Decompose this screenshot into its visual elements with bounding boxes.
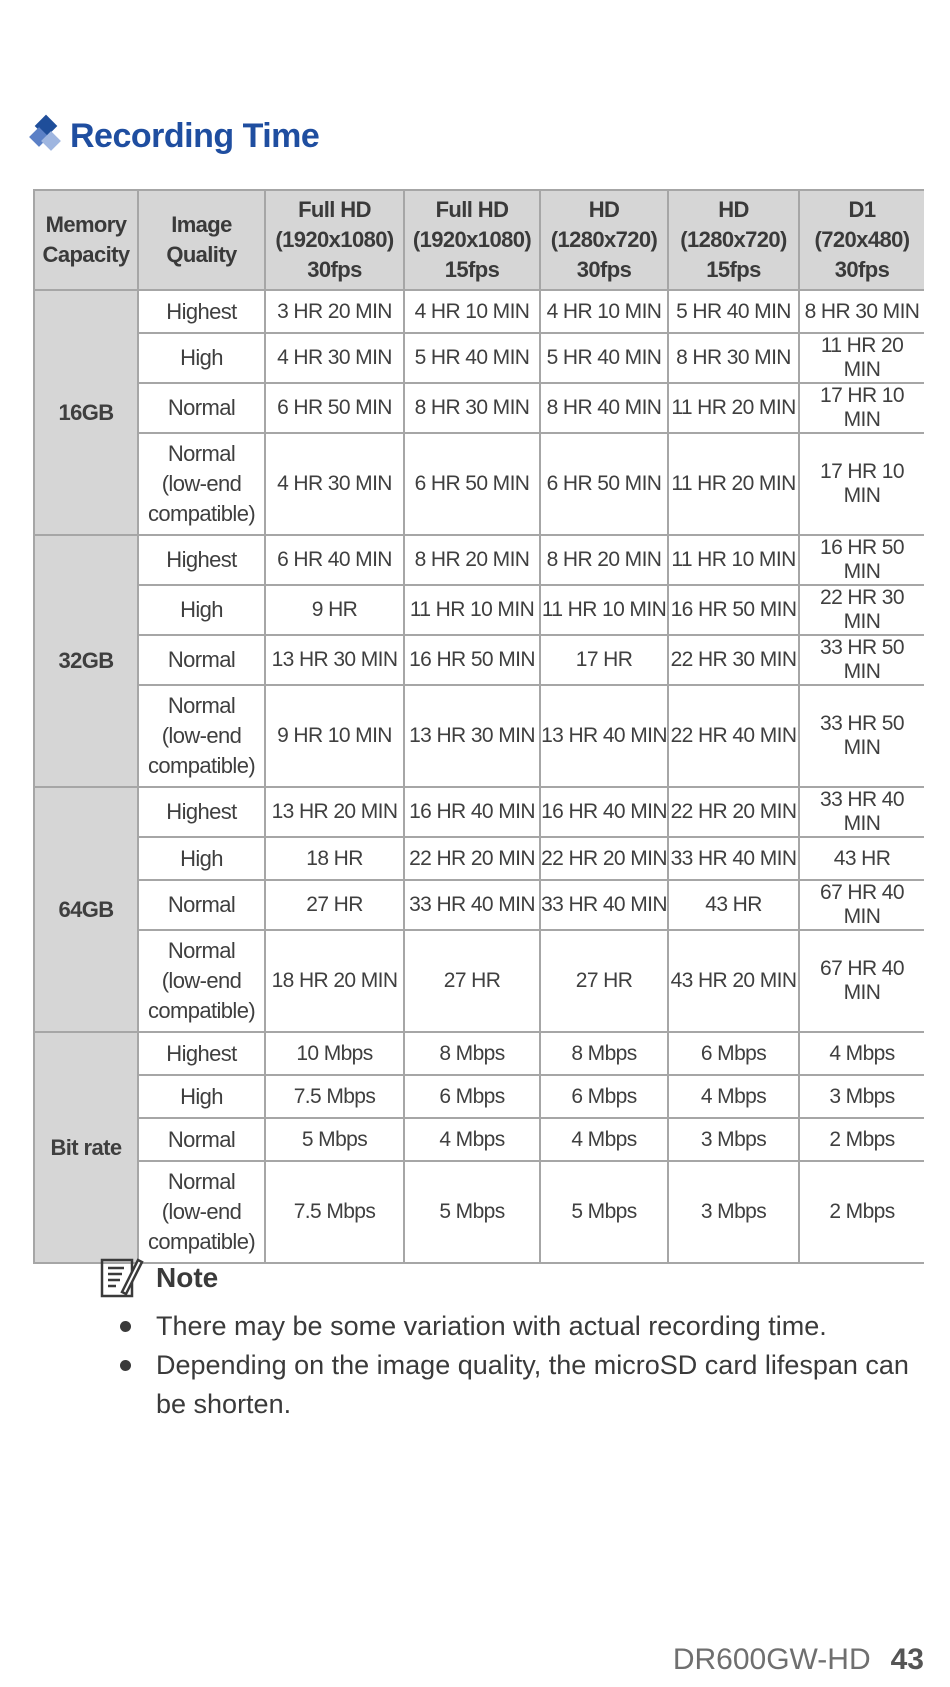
value-cell: 6 HR 50 MIN	[540, 433, 668, 535]
value-cell: 11 HR 10 MIN	[404, 585, 540, 635]
table-row	[34, 635, 924, 685]
quality-line: compatible)	[147, 998, 256, 1023]
quality-line: (low-end	[161, 471, 242, 496]
value-cell: 22 HR 40 MIN	[668, 685, 799, 787]
value-cell: 8 HR 40 MIN	[540, 383, 668, 433]
value-cell: 3 Mbps	[668, 1118, 799, 1161]
table-row	[34, 787, 924, 837]
value-cell: 11 HR 10 MIN	[540, 585, 668, 635]
column-header-line: (1920x1080)	[275, 227, 394, 252]
value-cell: 3 Mbps	[668, 1161, 799, 1263]
value-cell: 4 Mbps	[799, 1032, 924, 1075]
column-header-line: 30fps	[576, 257, 632, 282]
note-item	[100, 1346, 930, 1424]
capacity-cell: 32GB	[34, 535, 138, 787]
quality-cell	[138, 635, 265, 685]
value-cell: 22 HR 20 MIN	[668, 787, 799, 837]
column-header-line: D1	[848, 197, 876, 222]
value-cell: 16 HR 40 MIN	[404, 787, 540, 837]
column-header	[540, 190, 668, 290]
value-cell: 6 HR 40 MIN	[265, 535, 404, 585]
column-header	[668, 190, 799, 290]
quality-line: Normal	[167, 441, 236, 466]
value-cell: 4 Mbps	[540, 1118, 668, 1161]
quality-line: Normal	[167, 693, 236, 718]
note-text: Depending on the image quality, the microSD card lifespan can be shorten.	[156, 1350, 909, 1419]
quality-line: Normal	[167, 1169, 236, 1194]
quality-cell	[138, 880, 265, 930]
value-cell: 8 Mbps	[540, 1032, 668, 1075]
column-header-line: (720x480)	[814, 227, 910, 252]
quality-line: compatible)	[147, 1229, 256, 1254]
table-row	[34, 685, 924, 787]
column-header-line: Quality	[166, 242, 237, 267]
quality-line: High	[180, 845, 223, 871]
quality-line: Highest	[166, 298, 237, 324]
value-cell: 33 HR 40 MIN	[540, 880, 668, 930]
value-cell: 22 HR 30 MIN	[668, 635, 799, 685]
quality-cell	[138, 1118, 265, 1161]
value-cell: 22 HR 20 MIN	[540, 837, 668, 880]
column-header-line: 30fps	[307, 257, 362, 282]
column-header-line: (1280x720)	[680, 227, 787, 252]
value-cell: 67 HR 40 MIN	[799, 930, 924, 1032]
quality-line: Highest	[166, 1040, 237, 1066]
value-cell: 6 Mbps	[668, 1032, 799, 1075]
value-cell: 5 HR 40 MIN	[540, 333, 668, 383]
quality-cell	[138, 535, 265, 585]
value-cell: 11 HR 20 MIN	[668, 433, 799, 535]
value-cell: 43 HR	[799, 837, 924, 880]
table-row	[34, 535, 924, 585]
quality-cell	[138, 585, 265, 635]
table-row	[34, 1075, 924, 1118]
value-cell: 4 HR 30 MIN	[265, 333, 404, 383]
quality-cell	[138, 333, 265, 383]
quality-cell	[138, 930, 265, 1032]
quality-line: compatible)	[147, 501, 256, 526]
value-cell: 8 HR 30 MIN	[404, 383, 540, 433]
table-row	[34, 1161, 924, 1263]
quality-line: Normal	[167, 395, 236, 420]
value-cell: 6 Mbps	[404, 1075, 540, 1118]
value-cell: 13 HR 40 MIN	[540, 685, 668, 787]
value-cell: 8 Mbps	[404, 1032, 540, 1075]
value-cell: 5 Mbps	[404, 1161, 540, 1263]
table-row	[34, 930, 924, 1032]
value-cell: 13 HR 30 MIN	[404, 685, 540, 787]
quality-line: Normal	[167, 938, 236, 963]
value-cell: 18 HR 20 MIN	[265, 930, 404, 1032]
value-cell: 22 HR 20 MIN	[404, 837, 540, 880]
value-cell: 16 HR 50 MIN	[668, 585, 799, 635]
quality-cell	[138, 433, 265, 535]
value-cell: 6 HR 50 MIN	[265, 383, 404, 433]
bullet-icon	[120, 1360, 131, 1371]
value-cell: 5 HR 40 MIN	[668, 290, 799, 333]
column-header-line: Memory	[45, 212, 127, 237]
column-header	[265, 190, 404, 290]
note-list	[100, 1307, 930, 1424]
quality-line: compatible)	[147, 753, 256, 778]
column-header-line: HD	[718, 197, 749, 222]
value-cell: 5 Mbps	[540, 1161, 668, 1263]
column-header-line: (1920x1080)	[412, 227, 532, 252]
quality-cell	[138, 1161, 265, 1263]
quality-cell	[138, 837, 265, 880]
table-row	[34, 383, 924, 433]
value-cell: 33 HR 50 MIN	[799, 685, 924, 787]
value-cell: 17 HR 10 MIN	[799, 433, 924, 535]
value-cell: 33 HR 40 MIN	[668, 837, 799, 880]
value-cell: 5 Mbps	[265, 1118, 404, 1161]
quality-line: High	[180, 1083, 223, 1109]
column-header	[34, 190, 138, 290]
quality-cell	[138, 1032, 265, 1075]
value-cell: 10 Mbps	[265, 1032, 404, 1075]
quality-line: High	[180, 345, 223, 370]
value-cell: 4 HR 30 MIN	[265, 433, 404, 535]
value-cell: 3 Mbps	[799, 1075, 924, 1118]
value-cell: 17 HR 10 MIN	[799, 383, 924, 433]
quality-line: (low-end	[161, 1199, 242, 1224]
value-cell: 33 HR 40 MIN	[799, 787, 924, 837]
quality-line: Normal	[167, 1126, 236, 1152]
note-title: Note	[156, 1262, 219, 1293]
table-row	[34, 585, 924, 635]
note-text: There may be some variation with actual recording time.	[156, 1311, 827, 1341]
value-cell: 18 HR	[265, 837, 404, 880]
value-cell: 5 HR 40 MIN	[404, 333, 540, 383]
column-header	[799, 190, 924, 290]
header-row	[34, 190, 924, 290]
column-header-line: Image	[171, 212, 232, 237]
column-header	[404, 190, 540, 290]
page-footer	[673, 1643, 924, 1677]
column-header-line: 30fps	[834, 257, 890, 282]
column-header-line: Full HD	[298, 197, 371, 222]
note-section	[100, 1255, 930, 1424]
quality-line: Normal	[167, 647, 236, 672]
section-title-text: Recording Time	[70, 116, 320, 155]
table-row	[34, 837, 924, 880]
value-cell: 4 HR 10 MIN	[404, 290, 540, 333]
value-cell: 22 HR 30 MIN	[799, 585, 924, 635]
value-cell: 67 HR 40 MIN	[799, 880, 924, 930]
section-title	[32, 116, 319, 156]
value-cell: 33 HR 40 MIN	[404, 880, 540, 930]
value-cell: 27 HR	[265, 880, 404, 930]
value-cell: 43 HR	[668, 880, 799, 930]
table-row	[34, 333, 924, 383]
quality-line: (low-end	[161, 723, 242, 748]
value-cell: 13 HR 20 MIN	[265, 787, 404, 837]
capacity-cell: Bit rate	[34, 1032, 138, 1263]
quality-cell	[138, 787, 265, 837]
value-cell: 11 HR 20 MIN	[668, 383, 799, 433]
value-cell: 4 HR 10 MIN	[540, 290, 668, 333]
value-cell: 11 HR 20 MIN	[799, 333, 924, 383]
quality-cell	[138, 383, 265, 433]
column-header-line: (1280x720)	[550, 227, 658, 252]
quality-line: Highest	[166, 547, 237, 572]
value-cell: 9 HR 10 MIN	[265, 685, 404, 787]
value-cell: 16 HR 40 MIN	[540, 787, 668, 837]
value-cell: 17 HR	[540, 635, 668, 685]
page-number: 43	[890, 1643, 924, 1676]
quality-cell	[138, 290, 265, 333]
value-cell: 27 HR	[540, 930, 668, 1032]
column-header-line: 15fps	[706, 257, 761, 282]
diamond-icon	[32, 116, 64, 156]
value-cell: 8 HR 30 MIN	[668, 333, 799, 383]
note-header	[100, 1255, 930, 1301]
recording-time-table	[33, 189, 924, 1264]
value-cell: 8 HR 20 MIN	[404, 535, 540, 585]
value-cell: 43 HR 20 MIN	[668, 930, 799, 1032]
table-row	[34, 433, 924, 535]
value-cell: 3 HR 20 MIN	[265, 290, 404, 333]
quality-line: Highest	[166, 799, 237, 824]
column-header-line: Full HD	[435, 197, 509, 222]
value-cell: 11 HR 10 MIN	[668, 535, 799, 585]
table-row	[34, 290, 924, 333]
value-cell: 6 HR 50 MIN	[404, 433, 540, 535]
quality-line: High	[180, 597, 223, 622]
value-cell: 16 HR 50 MIN	[404, 635, 540, 685]
table-row	[34, 880, 924, 930]
value-cell: 6 Mbps	[540, 1075, 668, 1118]
value-cell: 8 HR 20 MIN	[540, 535, 668, 585]
column-header-line: 15fps	[444, 257, 500, 282]
note-item	[100, 1307, 930, 1346]
quality-line: (low-end	[161, 968, 242, 993]
value-cell: 9 HR	[265, 585, 404, 635]
value-cell: 4 Mbps	[668, 1075, 799, 1118]
value-cell: 7.5 Mbps	[265, 1161, 404, 1263]
value-cell: 27 HR	[404, 930, 540, 1032]
value-cell: 13 HR 30 MIN	[265, 635, 404, 685]
quality-cell	[138, 685, 265, 787]
value-cell: 16 HR 50 MIN	[799, 535, 924, 585]
value-cell: 7.5 Mbps	[265, 1075, 404, 1118]
capacity-cell: 64GB	[34, 787, 138, 1032]
value-cell: 33 HR 50 MIN	[799, 635, 924, 685]
model-name: DR600GW-HD	[672, 1643, 871, 1676]
capacity-cell: 16GB	[34, 290, 138, 535]
column-header-line: HD	[588, 197, 620, 222]
note-icon	[100, 1256, 144, 1300]
value-cell: 8 HR 30 MIN	[799, 290, 924, 333]
column-header-line: Capacity	[42, 242, 130, 267]
value-cell: 2 Mbps	[799, 1118, 924, 1161]
table-row	[34, 1118, 924, 1161]
value-cell: 2 Mbps	[799, 1161, 924, 1263]
bullet-icon	[120, 1321, 131, 1332]
quality-cell	[138, 1075, 265, 1118]
column-header	[138, 190, 265, 290]
value-cell: 4 Mbps	[404, 1118, 540, 1161]
table-row	[34, 1032, 924, 1075]
quality-line: Normal	[167, 892, 236, 917]
